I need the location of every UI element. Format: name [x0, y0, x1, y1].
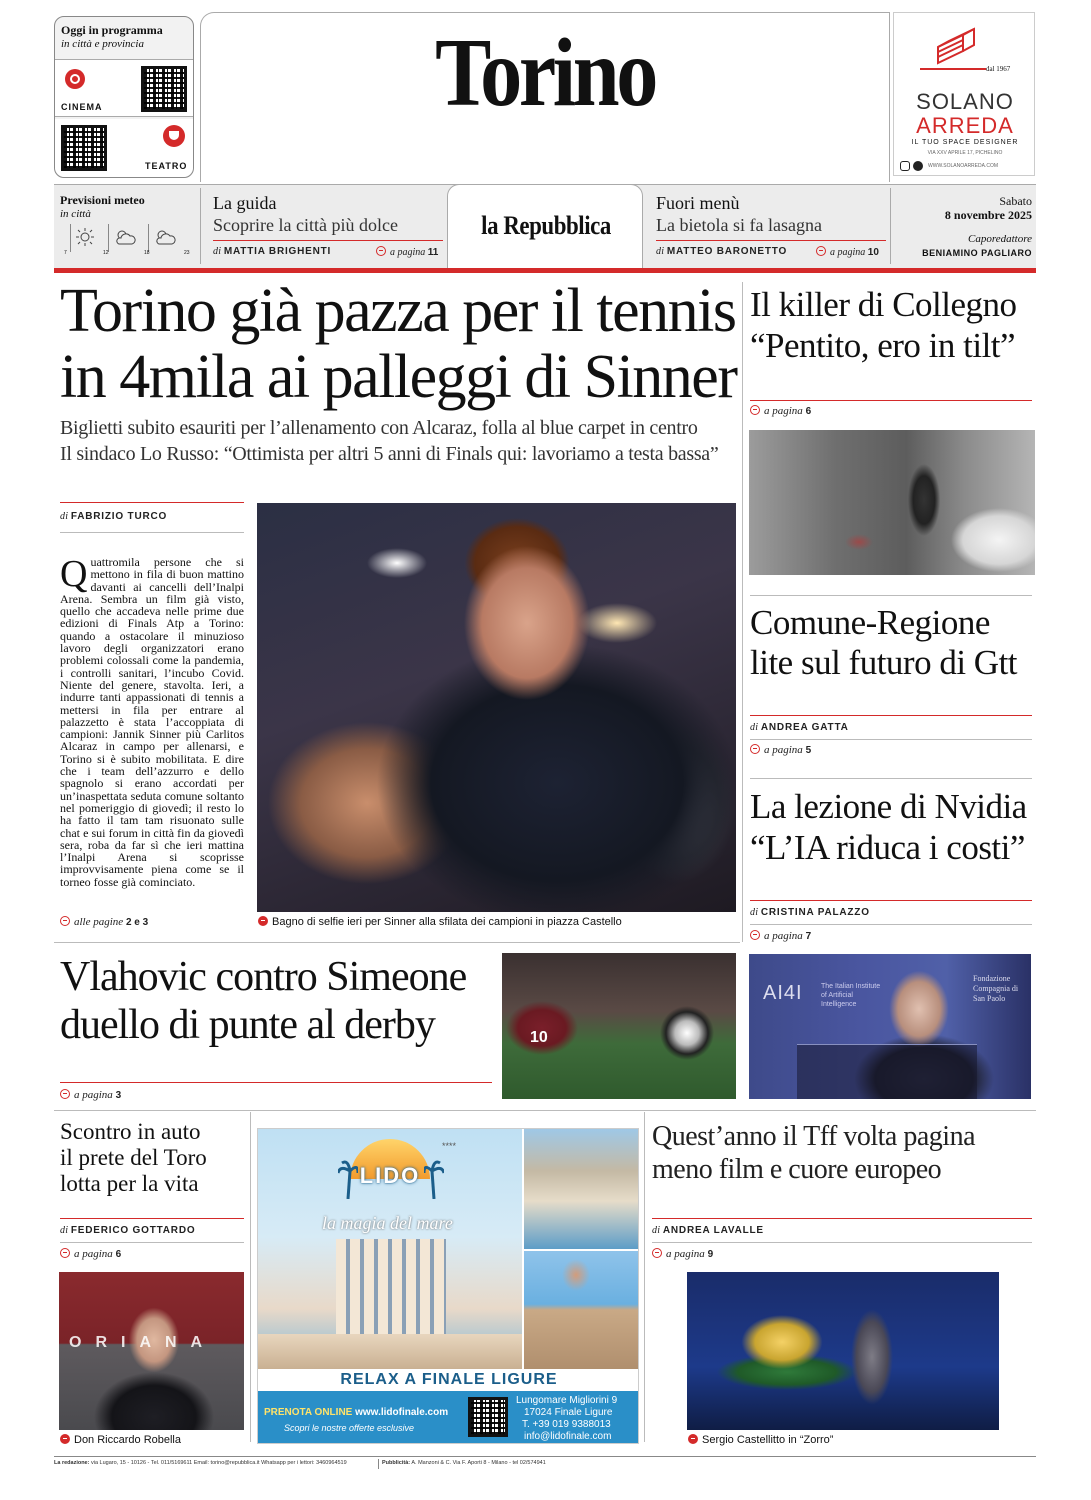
nvidia-screen-text: AI4I [763, 982, 803, 1004]
solano-brand-1: SOLANO [916, 89, 1014, 114]
palm-tree-icon-2 [424, 1159, 444, 1199]
robella-bg-text: ORIANA [69, 1334, 217, 1351]
lido-banner: RELAX A FINALE LIGURE [340, 1371, 558, 1388]
gtt-page-ref[interactable]: a pagina 5 [750, 744, 811, 756]
nvidia-screen-sub: The Italian Institute of Artificial Intelligence [821, 983, 881, 1008]
masthead: Torino [435, 19, 655, 127]
lido-offers: Scopri le nostre offerte esclusive [284, 1423, 415, 1433]
cloud-sun-icon [114, 228, 136, 246]
teatro-qr-code[interactable] [61, 125, 107, 171]
lead-author: FABRIZIO TURCO [70, 511, 168, 522]
info-strip-redline [54, 268, 1036, 273]
lido-beach-photo [524, 1129, 639, 1249]
instagram-icon[interactable] [900, 161, 910, 171]
lead-headline-line-2[interactable]: in 4mila ai palleggi di Sinner [60, 343, 737, 411]
solano-brand-2: ARREDA [916, 113, 1014, 138]
date-box [892, 188, 1032, 264]
robella-caption: Don Riccardo Robella [60, 1434, 181, 1446]
lido-logo: LIDO [359, 1163, 421, 1188]
gtt-author: ANDREA GATTA [760, 722, 849, 733]
lead-subhead-1: Biglietti subito esauriti per l’allenamento con Alcaraz, folla al blue carpet in centro [60, 417, 698, 439]
meteo-hour-12: 12 [103, 250, 109, 256]
nvidia-byline: di CRISTINA PALAZZO [750, 907, 870, 918]
derby-headline-1[interactable]: Vlahovic contro Simeone [60, 954, 467, 1000]
solano-since: dal 1967 [986, 65, 1011, 73]
cinema-label: CINEMA [61, 102, 103, 112]
repubblica-logo: la Repubblica [481, 211, 611, 240]
menu-byline: di MATTEO BARONETTO [656, 246, 788, 257]
caporedattore-name: BENIAMINO PAGLIARO [922, 248, 1032, 258]
lido-ad[interactable] [257, 1128, 639, 1444]
sinner-photo [257, 503, 736, 912]
nvidia-fondazione: Fondazione Compagnia di San Paolo [973, 974, 1019, 1003]
nvidia-headline-2[interactable]: “L’IA riduca i costi” [750, 828, 1025, 867]
palm-tree-icon [338, 1159, 358, 1199]
lead-body: uattromila persone che si mettono in fila di buon mattino davanti ai cancelli dell’Inalpi Arena. Sembra un film già visto, quello che accadeva nelle prime due edizioni di Finals Atp a Torino: quando a ostacolare il minuzioso lavoro degli organizzatori erano problemi colossali come la pandemia, i controlli sanitari, l’incubo Covid. Niente del genere, stavolta. Ieri, a indurre tanti appassionati di tennis a mettersi in fila per entrare al palazzetto è stata l’accoppiata di campioni: Jannik Sinner più Carlitos Alcaraz in campo per allenarsi, e Torino si è subito mobilitata. E dire che i team dell’azzurro e dello spagnolo si erano accordati per un’inaspettata seduta comune soltanto nel pomeriggio di giovedì; il resto lo ha fatto il tam tam risuonato sulle chat e sui forum in città fin da giovedì sera, roba da far sì che ieri mattina l’Inalpi Arena si scoprisse improvvisamente piena come se il torneo fosse già cominciato. [60, 556, 244, 889]
programma-title: Oggi in programma [61, 23, 163, 37]
prete-headline-2[interactable]: il prete del Toro [60, 1145, 207, 1170]
lido-address-1: Lungomare Migliorini 9 [516, 1395, 618, 1406]
robella-photo [59, 1272, 244, 1430]
tff-page-ref[interactable]: a pagina 9 [652, 1248, 713, 1260]
tff-byline: di ANDREA LAVALLE [652, 1225, 764, 1236]
menu-title: La bietola si fa lasagna [656, 215, 822, 235]
footer-pubblicita: Pubblicità: A. Manzoni & C. Via F. Aporti 8 - Milano - tel 02/574941 [382, 1460, 546, 1466]
collegno-photo [749, 430, 1035, 575]
caporedattore-label: Caporedattore [968, 233, 1032, 245]
guida-teaser[interactable] [206, 188, 444, 264]
meteo-box [54, 188, 196, 264]
meteo-hour-23: 23 [184, 250, 190, 256]
meteo-hour-7: 7 [64, 250, 67, 256]
lido-prenota-label: PRENOTA ONLINE [264, 1407, 353, 1418]
lido-phone: T. +39 019 9388013 [522, 1419, 611, 1430]
lido-email[interactable]: info@lidofinale.com [524, 1431, 612, 1442]
killer-headline-2[interactable]: “Pentito, ero in tilt” [750, 326, 1016, 365]
tff-headline-1[interactable]: Quest’anno il Tff volta pagina [652, 1121, 975, 1152]
meteo-subtitle: in città [60, 208, 91, 220]
lead-subhead-2: Il sindaco Lo Russo: “Ottimista per altri 5 anni di Finals qui: lavoriamo a testa bassa” [60, 443, 719, 465]
derby-photo [502, 953, 736, 1099]
solano-logo-icon [918, 21, 988, 71]
menu-teaser[interactable] [648, 188, 888, 264]
killer-page-ref[interactable]: a pagina 6 [750, 405, 811, 417]
lead-headline-line-1[interactable]: Torino già pazza per il tennis [60, 277, 736, 345]
lido-qr-code[interactable] [468, 1397, 508, 1437]
repubblica-box [447, 184, 643, 268]
lido-tagline: la magia del mare [322, 1213, 453, 1233]
footer-redazione: La redazione: via Lugaro, 15 - 10126 - Tel. 011/5169611 Email: torino@repubblica.it Whatsapp per i lettori: 3460964519 [54, 1460, 347, 1466]
nvidia-author: CRISTINA PALAZZO [760, 907, 870, 918]
lido-prenota[interactable] [264, 1407, 448, 1418]
programma-subtitle: in città e provincia [61, 38, 144, 50]
sun-icon [76, 228, 94, 246]
lead-byline: di FABRIZIO TURCO [60, 511, 168, 522]
cloud-sun-icon-2 [154, 228, 176, 246]
hotel-building [336, 1239, 446, 1349]
nvidia-photo [749, 954, 1031, 1099]
killer-headline-1[interactable]: Il killer di Collegno [750, 285, 1017, 324]
prete-byline: di FEDERICO GOTTARDO [60, 1225, 196, 1236]
solano-address: VIA XXV APRILE 17, PICHELINO [927, 150, 1003, 156]
castellitto-photo [687, 1272, 999, 1430]
solano-ad[interactable] [893, 12, 1035, 176]
castellitto-caption: Sergio Castellitto in “Zorro” [688, 1434, 833, 1446]
nvidia-page-ref[interactable]: a pagina 7 [750, 930, 811, 942]
prete-headline-1[interactable]: Scontro in auto [60, 1119, 201, 1144]
gtt-headline-1[interactable]: Comune-Regione [750, 603, 990, 642]
lido-address-2: 17024 Finale Ligure [524, 1407, 613, 1418]
tff-author: ANDREA LAVALLE [662, 1225, 764, 1236]
menu-page-ref[interactable]: a pagina 10 [816, 246, 879, 258]
prete-headline-3[interactable]: lotta per la vita [60, 1171, 199, 1196]
tff-headline-2[interactable]: meno film e cuore europeo [652, 1154, 942, 1185]
guida-author: MATTIA BRIGHENTI [223, 246, 332, 257]
cinema-qr-code[interactable] [141, 66, 187, 112]
lead-article [60, 556, 244, 916]
teatro-panel[interactable] [55, 119, 193, 177]
lido-climber-photo [524, 1251, 639, 1369]
film-reel-icon [65, 69, 85, 89]
prete-author: FEDERICO GOTTARDO [70, 1225, 196, 1236]
guida-title: Scoprire la città più dolce [213, 215, 398, 235]
menu-author: MATTEO BARONETTO [666, 246, 788, 257]
guida-page-ref[interactable]: a pagina 11 [376, 246, 438, 258]
facebook-icon[interactable] [913, 161, 923, 171]
theater-mask-icon [163, 125, 185, 147]
gtt-headline-2[interactable]: lite sul futuro di Gtt [750, 643, 1018, 682]
guida-kicker: La guida [213, 193, 277, 213]
date-full: 8 novembre 2025 [944, 208, 1032, 222]
lead-photo-caption: Bagno di selfie ieri per Sinner alla sfilata dei campioni in piazza Castello [258, 916, 622, 928]
derby-shirt-number: 10 [530, 1029, 548, 1046]
lead-page-ref[interactable]: alle pagine 2 e 3 [60, 916, 148, 928]
meteo-hour-18: 18 [144, 250, 150, 256]
date-day: Sabato [999, 194, 1032, 208]
nvidia-headline-1[interactable]: La lezione di Nvidia [750, 787, 1027, 826]
lido-site: www.lidofinale.com [355, 1407, 449, 1418]
meteo-title: Previsioni meteo [60, 193, 145, 207]
lido-stars: **** [442, 1141, 457, 1151]
guida-byline: di MATTIA BRIGHENTI [213, 246, 332, 257]
solano-tagline: IL TUO SPACE DESIGNER [911, 139, 1019, 146]
derby-headline-2[interactable]: duello di punte al derby [60, 1002, 435, 1048]
derby-page-ref[interactable]: a pagina 3 [60, 1089, 121, 1101]
solano-site[interactable]: WWW.SOLANOARREDA.COM [928, 163, 999, 169]
teatro-label: TEATRO [145, 161, 188, 171]
lead-dropcap: Q [60, 556, 88, 595]
prete-page-ref[interactable]: a pagina 6 [60, 1248, 121, 1260]
cinema-panel[interactable] [55, 59, 193, 117]
programma-box [54, 16, 194, 178]
menu-kicker: Fuori menù [656, 193, 740, 213]
gtt-byline: di ANDREA GATTA [750, 722, 849, 733]
